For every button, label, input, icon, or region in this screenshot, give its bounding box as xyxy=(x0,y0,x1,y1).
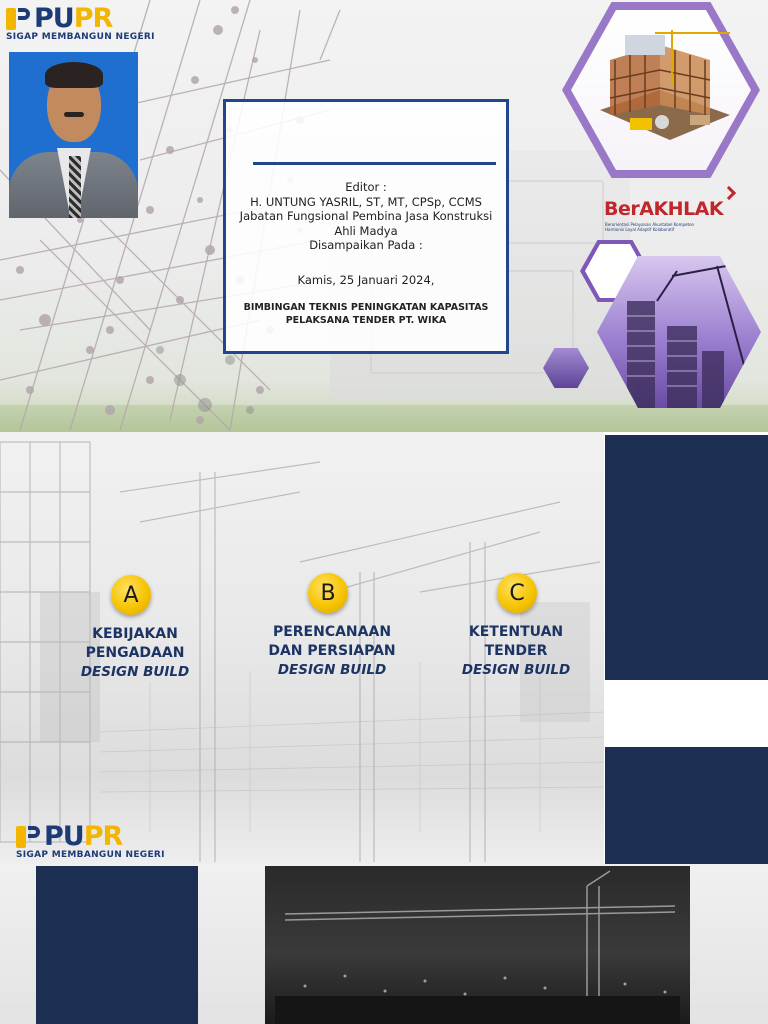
pupr-logo-icon xyxy=(6,8,32,30)
topic-a-title: KEBIJAKAN PENGADAAN DESIGN BUILD xyxy=(80,626,190,680)
construction-site-illustration xyxy=(600,30,730,148)
event-date: Kamis, 25 Januari 2024, xyxy=(297,272,435,287)
agenda-slide xyxy=(0,432,768,864)
night-construction-crane-photo xyxy=(265,866,690,1024)
topic-c-title: KETENTUAN TENDER DESIGN BUILD xyxy=(461,624,571,678)
navy-panel xyxy=(36,866,198,1024)
berakhlak-tagline: Berorientasi Pelayanan Akuntabel Kompeten Harmonis Loyal Adaptif Kolaboratif xyxy=(605,222,695,232)
logo-tagline: SIGAP MEMBANGUN NEGERI xyxy=(16,850,165,860)
pupr-logo: PUPR SIGAP MEMBANGUN NEGERI xyxy=(6,3,155,42)
berakhlak-logo: BerAKHLAK xyxy=(604,198,724,220)
presenter-info-box xyxy=(223,99,509,354)
navy-panel-bottom xyxy=(605,747,768,864)
title-slide xyxy=(0,0,768,432)
topic-b-badge: B xyxy=(308,573,348,613)
event-title-line1: BIMBINGAN TEKNIS PENINGKATAN KAPASITAS xyxy=(243,302,489,313)
delivered-label: Disampaikan Pada : xyxy=(309,238,423,252)
topic-b-title: PERENCANAAN DAN PERSIAPAN DESIGN BUILD xyxy=(268,624,396,678)
event-title-line2: PELAKSANA TENDER PT. WIKA xyxy=(285,315,447,326)
editor-grade: Ahli Madya xyxy=(334,223,398,238)
logo-tagline: SIGAP MEMBANGUN NEGERI xyxy=(6,32,155,42)
portrait-photo xyxy=(9,52,138,218)
editor-label: Editor : xyxy=(345,180,387,194)
pupr-logo-footer: PUPR SIGAP MEMBANGUN NEGERI xyxy=(16,821,165,860)
editor-name: H. UNTUNG YASRIL, ST, MT, CPSp, CCMS xyxy=(250,194,482,209)
topic-a-badge: A xyxy=(111,575,151,615)
editor-position: Jabatan Fungsional Pembina Jasa Konstruksi xyxy=(239,209,493,223)
pupr-logo-icon xyxy=(16,826,42,848)
divider-line xyxy=(253,162,496,165)
navy-panel-top xyxy=(605,435,768,680)
topic-c-badge: C xyxy=(497,573,537,613)
next-slide-preview xyxy=(0,864,768,1024)
